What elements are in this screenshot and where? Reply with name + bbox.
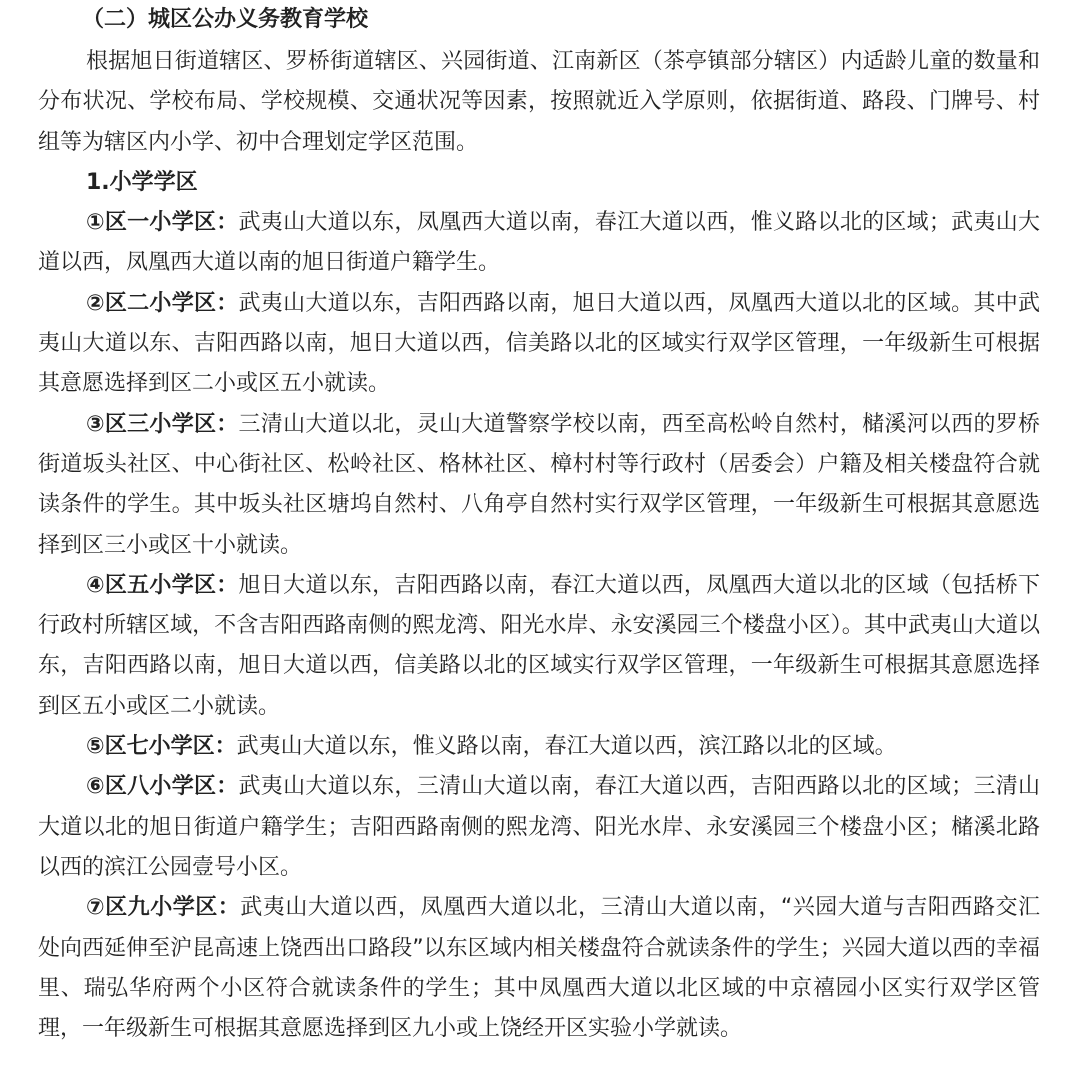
district-text: 武夷山大道以东，凤凰西大道以南，春江大道以西，惟义路以北的区域；武夷山大道以西，凤凰西大道以南的旭日街道户籍学生。 bbox=[38, 210, 1040, 276]
district-text: 武夷山大道以东，吉阳西路以南，旭日大道以西，凤凰西大道以北的区域。其中武夷山大道以东、吉阳西路以南，旭日大道以西，信美路以北的区域实行双学区管理，一年级新生可根据其意愿选择到区二小或区五小就读。 bbox=[38, 290, 1040, 397]
district-text: 武夷山大道以东，惟义路以南，春江大道以西，滨江路以北的区域。 bbox=[236, 734, 897, 760]
district-label: ④区五小学区： bbox=[86, 572, 239, 598]
district-text: 三清山大道以北，灵山大道警察学校以南，西至高松岭自然村，槠溪河以西的罗桥街道坂头社区、中心街社区、松岭社区、格林社区、樟村村等行政村（居委会）户籍及相关楼盘符合就读条件的学生。其中坂头社区塘坞自然村、八角亭自然村实行双学区管理，一年级新生可根据其意愿选择到区三小或区十小就读。 bbox=[38, 411, 1040, 558]
district-label: ②区二小学区： bbox=[86, 290, 239, 316]
district-paragraph-4 bbox=[38, 566, 1040, 727]
district-label: ⑦区九小学区： bbox=[86, 895, 241, 921]
section-heading: （二）城区公办义务教育学校 bbox=[82, 7, 369, 32]
district-paragraph-7 bbox=[38, 888, 1040, 1049]
district-paragraph-5 bbox=[38, 727, 1040, 767]
district-label: ⑤区七小学区： bbox=[86, 734, 237, 760]
district-paragraph-2 bbox=[38, 284, 1040, 405]
district-text: 旭日大道以东，吉阳西路以南，春江大道以西，凤凰西大道以北的区域（包括桥下行政村所辖区域，不含吉阳西路南侧的熙龙湾、阳光水岸、永安溪园三个楼盘小区）。其中武夷山大道以东，吉阳西路以南，旭日大道以西，信美路以北的区域实行双学区管理，一年级新生可根据其意愿选择到区五小或区二小就读。 bbox=[38, 572, 1040, 719]
intro-paragraph: 根据旭日街道辖区、罗桥街道辖区、兴园街道、江南新区（茶亭镇部分辖区）内适龄儿童的数量和分布状况、学校布局、学校规模、交通状况等因素，按照就近入学原则，依据街道、路段、门牌号、村组等为辖区内小学、初中合理划定学区范围。 bbox=[38, 49, 1040, 155]
district-text: 武夷山大道以东，三清山大道以南，春江大道以西，吉阳西路以北的区域；三清山大道以北的旭日街道户籍学生；吉阳西路南侧的熙龙湾、阳光水岸、永安溪园三个楼盘小区；槠溪北路以西的滨江公园壹号小区。 bbox=[38, 774, 1040, 880]
district-text: 武夷山大道以西，凤凰西大道以北，三清山大道以南，“兴园大道与吉阳西路交汇处向西延伸至沪昆高速上饶西出口路段”以东区域内相关楼盘符合就读条件的学生；兴园大道以西的幸福里、瑞弘华府两个小区符合就读条件的学生；其中凤凰西大道以北区域的中京禧园小区实行双学区管理，一年级新生可根据其意愿选择到区九小或上饶经开区实验小学就读。 bbox=[38, 895, 1040, 1042]
district-paragraph-6 bbox=[38, 767, 1040, 888]
district-label: ⑥区八小学区： bbox=[86, 774, 239, 800]
district-label: ①区一小学区： bbox=[86, 210, 239, 236]
district-label: ③区三小学区： bbox=[86, 411, 239, 437]
primary-district-subheading: 1.小学学区 bbox=[86, 169, 198, 195]
district-paragraph-1 bbox=[38, 203, 1040, 284]
district-paragraph-3 bbox=[38, 405, 1040, 566]
